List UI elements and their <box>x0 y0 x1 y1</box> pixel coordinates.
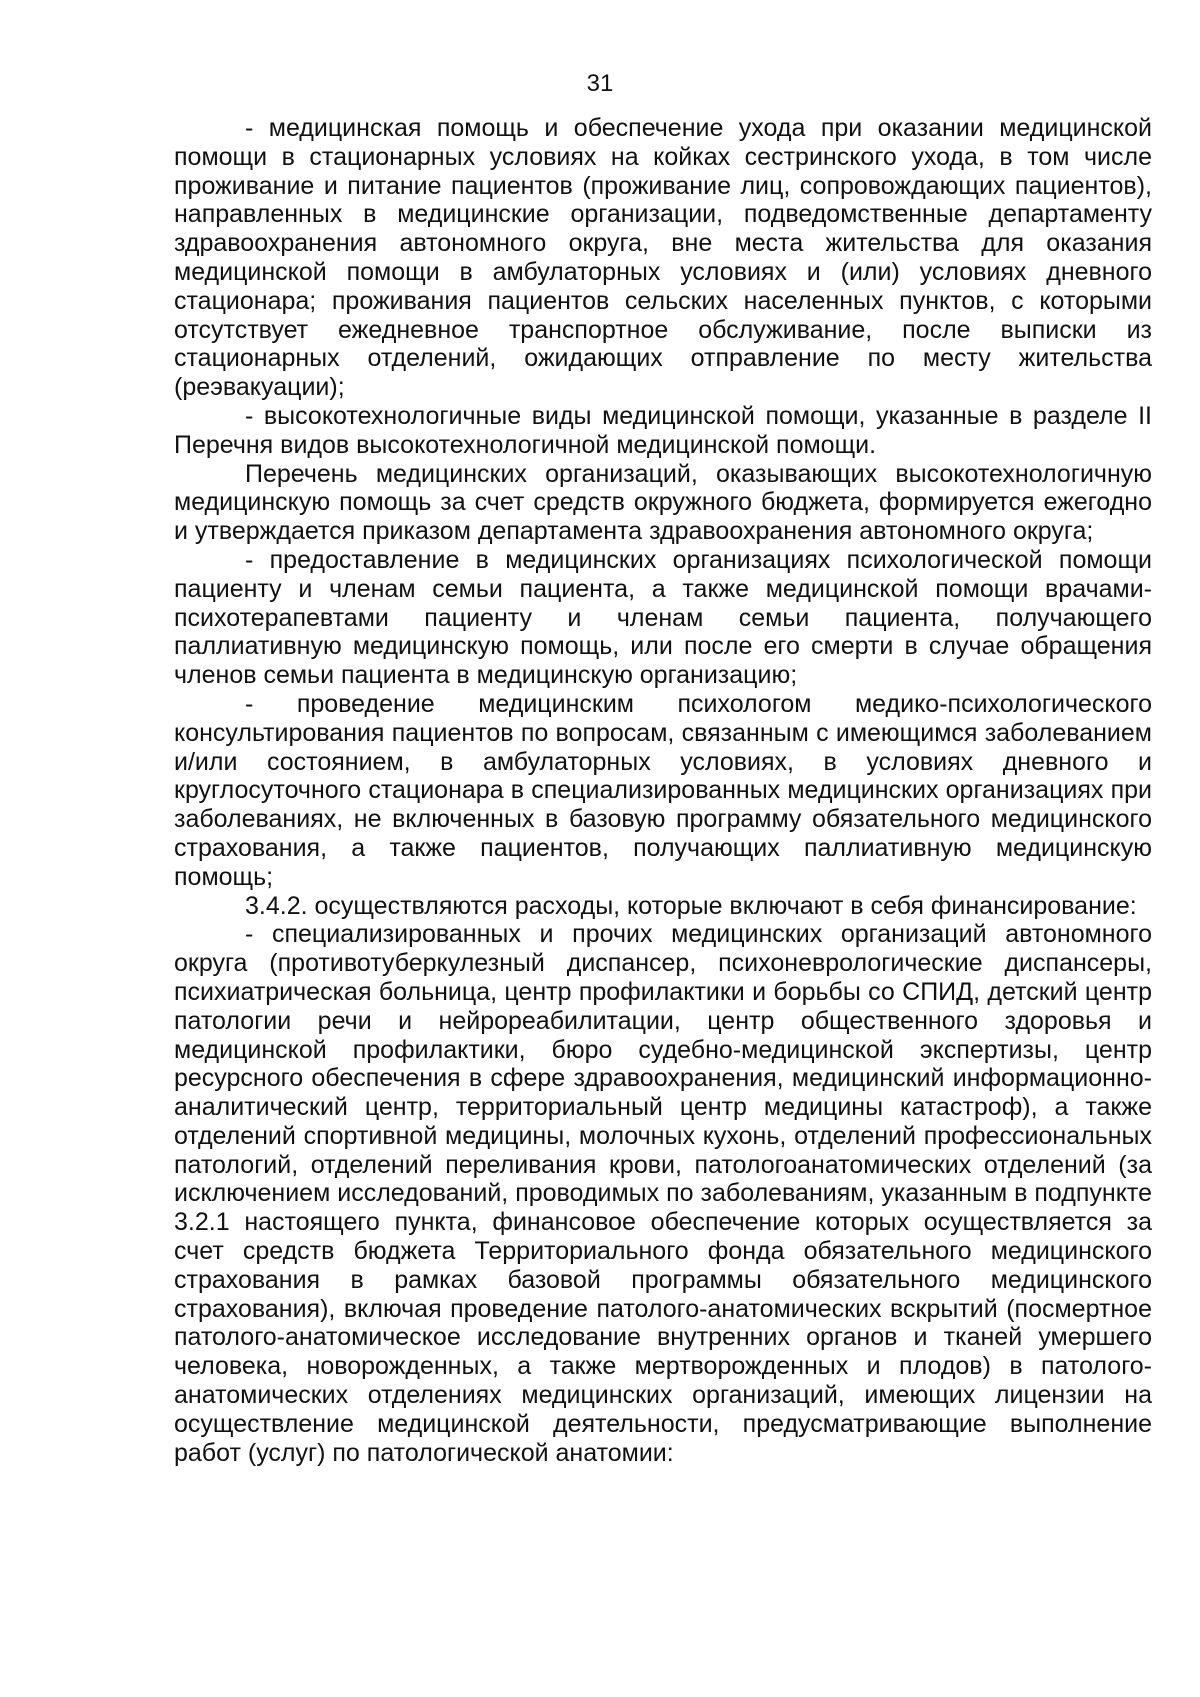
paragraph-specialized-organizations: - специализированных и прочих медицинских организаций автономного округа (противотуберкулезный диспансер, психоневрологические диспансеры, психиатрическая больница, центр профилактики и борьбы со СПИД, детский центр патологии речи и нейрореабилитации, центр общественного здоровья и медицинской профилактики, бюро судебно-медицинской экспертизы, центр ресурсного обеспечения в сфере здравоохранения, медицинский информационно-аналитический центр, территориальный центр медицины катастроф), а также отделений спортивной медицины, молочных кухонь, отделений профессиональных патологий, отделений переливания крови, патологоанатомических отделений (за исключением исследований, проводимых по заболеваниям, указанным в подпункте 3.2.1 настоящего пункта, финансовое обеспечение которых осуществляется за счет средств бюджета Территориального фонда обязательного медицинского страхования в рамках базовой программы обязательного медицинского страхования), включая проведение патолого-анатомических вскрытий (посмертное патолого-анатомическое исследование внутренних органов и тканей умершего человека, новорожденных, а также мертворожденных и плодов) в патолого-анатомических отделениях медицинских организаций, имеющих лицензии на осуществление медицинской деятельности, предусматривающие выполнение работ (услуг) по патологической анатомии: <box>174 920 1152 1467</box>
page-number: 31 <box>586 70 614 97</box>
paragraph-section-3-4-2: 3.4.2. осуществляются расходы, которые включают в себя финансирование: <box>245 891 1137 920</box>
paragraph-organizations-list: Перечень медицинских организаций, оказывающих высокотехнологичную медицинскую помощь за счет средств окружного бюджета, формируется ежегодно и утверждается приказом департамента здравоохранения автономного округа; <box>174 459 1152 546</box>
document-body <box>174 114 1152 1467</box>
paragraph-psychological-counseling: - проведение медицинским психологом медико-психологического консультирования пациентов по вопросам, связанным с имеющимся заболеванием и/или состоянием, в амбулаторных условиях, в условиях дневного и круглосуточного стационара в специализированных медицинских организациях при заболеваниях, не включенных в базовую программу обязательного медицинского страхования, а также пациентов, получающих паллиативную медицинскую помощь; <box>174 689 1152 891</box>
paragraph-nursing-care: - медицинская помощь и обеспечение ухода при оказании медицинской помощи в стационарных условиях на койках сестринского ухода, в том числе проживание и питание пациентов (проживание лиц, сопровождающих пациентов), направленных в медицинские организации, подведомственные департаменту здравоохранения автономного округа, вне места жительства для оказания медицинской помощи в амбулаторных условиях и (или) условиях дневного стационара; проживания пациентов сельских населенных пунктов, с которыми отсутствует ежедневное транспортное обслуживание, после выписки из стационарных отделений, ожидающих отправление по месту жительства (реэвакуации); <box>174 114 1152 402</box>
paragraph-high-tech-care: - высокотехнологичные виды медицинской помощи, указанные в разделе II Перечня видов высокотехнологичной медицинской помощи. <box>174 401 1152 459</box>
paragraph-psychological-help: - предоставление в медицинских организациях психологической помощи пациенту и членам семьи пациента, а также медицинской помощи врачами-психотерапевтами пациенту и членам семьи пациента, получающего паллиативную медицинскую помощь, или после его смерти в случае обращения членов семьи пациента в медицинскую организацию; <box>174 545 1152 690</box>
